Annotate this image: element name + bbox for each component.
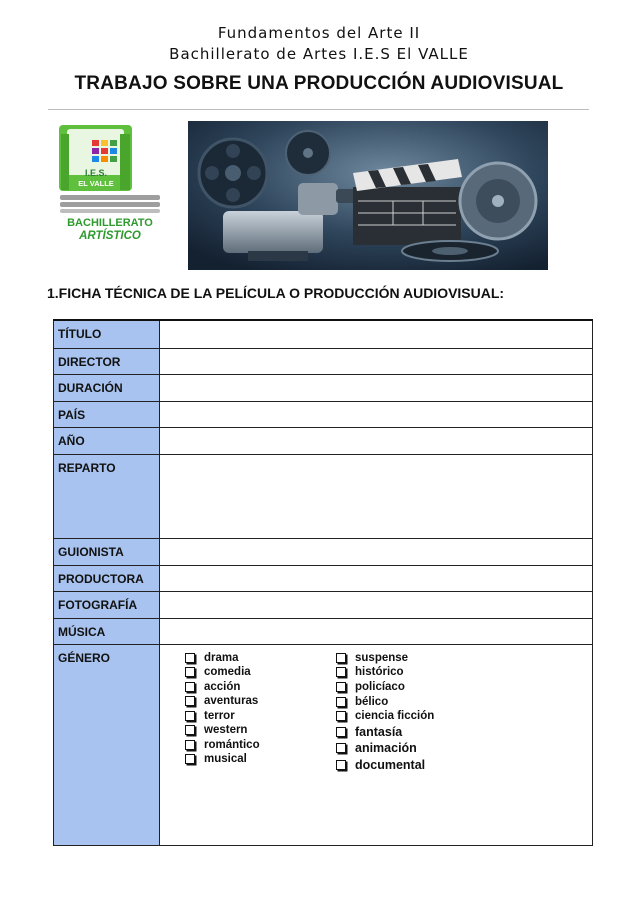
logo-line2: ARTÍSTICO	[79, 230, 141, 242]
genre-option[interactable]: terror	[185, 709, 260, 724]
label-musica: MÚSICA	[54, 618, 160, 644]
clapperboard-icon	[353, 159, 462, 245]
cinema-banner-image	[188, 121, 548, 270]
label-duracion: DURACIÓN	[54, 374, 160, 401]
checkbox-icon[interactable]	[185, 740, 195, 750]
logo-line1: BACHILLERATO	[67, 217, 153, 229]
row-guionista	[54, 538, 593, 565]
input-director[interactable]	[160, 348, 593, 374]
input-pais[interactable]	[160, 401, 593, 427]
genre-options	[160, 644, 593, 845]
checkbox-icon[interactable]	[336, 711, 346, 721]
genre-option[interactable]: policíaco	[336, 680, 434, 695]
input-titulo[interactable]	[160, 320, 593, 348]
input-fotografia[interactable]	[160, 591, 593, 618]
checkbox-icon[interactable]	[336, 682, 346, 692]
genre-option[interactable]: acción	[185, 680, 260, 695]
genre-option[interactable]: bélico	[336, 694, 434, 709]
genre-option[interactable]: romántico	[185, 738, 260, 753]
label-guionista: GUIONISTA	[54, 538, 160, 565]
checkbox-icon[interactable]	[336, 727, 346, 737]
input-guionista[interactable]	[160, 538, 593, 565]
checkbox-icon[interactable]	[336, 743, 346, 753]
row-titulo	[54, 320, 593, 348]
label-productora: PRODUCTORA	[54, 565, 160, 591]
label-reparto: REPARTO	[54, 454, 160, 538]
row-pais	[54, 401, 593, 427]
checkbox-icon[interactable]	[336, 653, 346, 663]
checkbox-icon[interactable]	[185, 725, 195, 735]
checkbox-icon[interactable]	[185, 682, 195, 692]
label-genero: GÉNERO	[54, 644, 160, 845]
row-productora	[54, 565, 593, 591]
genre-option[interactable]: fantasía	[336, 723, 434, 740]
genre-option[interactable]: musical	[185, 752, 260, 767]
row-fotografia	[54, 591, 593, 618]
label-pais: PAÍS	[54, 401, 160, 427]
genre-option[interactable]: ciencia ficción	[336, 709, 434, 724]
row-director	[54, 348, 593, 374]
genre-option[interactable]: drama	[185, 651, 260, 666]
checkbox-icon[interactable]	[185, 711, 195, 721]
section-heading: 1.FICHA TÉCNICA DE LA PELÍCULA O PRODUCCIÓN AUDIOVISUAL:	[47, 285, 505, 301]
genre-option[interactable]: suspense	[336, 651, 434, 666]
label-ano: AÑO	[54, 427, 160, 454]
checkbox-icon[interactable]	[185, 696, 195, 706]
input-productora[interactable]	[160, 565, 593, 591]
row-genero	[54, 644, 593, 845]
checkbox-icon[interactable]	[185, 667, 195, 677]
school-logo	[58, 124, 164, 242]
logo-ies: I.E.S.	[84, 168, 108, 178]
checkbox-icon[interactable]	[336, 667, 346, 677]
logo-school: EL VALLE	[78, 179, 114, 188]
genre-option[interactable]: documental	[336, 756, 434, 773]
genre-option[interactable]: histórico	[336, 665, 434, 680]
checkbox-icon[interactable]	[185, 754, 195, 764]
row-reparto	[54, 454, 593, 538]
school-line: Bachillerato de Artes I.E.S El VALLE	[169, 45, 469, 63]
genre-option[interactable]: animación	[336, 740, 434, 757]
label-titulo: TÍTULO	[54, 320, 160, 348]
label-director: DIRECTOR	[54, 348, 160, 374]
genre-column-left	[185, 651, 260, 767]
genre-option[interactable]: western	[185, 723, 260, 738]
genre-option[interactable]: aventuras	[185, 694, 260, 709]
label-fotografia: FOTOGRAFÍA	[54, 591, 160, 618]
genre-column-right	[336, 651, 434, 773]
film-reel-icon	[199, 139, 267, 207]
technical-sheet-table	[53, 319, 593, 846]
document-title: TRABAJO SOBRE UNA PRODUCCIÓN AUDIOVISUAL	[74, 73, 564, 94]
row-duracion	[54, 374, 593, 401]
input-ano[interactable]	[160, 427, 593, 454]
row-ano	[54, 427, 593, 454]
input-duracion[interactable]	[160, 374, 593, 401]
input-musica[interactable]	[160, 618, 593, 644]
logo-color-tiles	[92, 140, 117, 162]
row-musica	[54, 618, 593, 644]
checkbox-icon[interactable]	[336, 760, 346, 770]
checkbox-icon[interactable]	[336, 697, 346, 707]
input-reparto[interactable]	[160, 454, 593, 538]
checkbox-icon[interactable]	[185, 653, 195, 663]
course-title: Fundamentos del Arte II	[217, 24, 421, 42]
genre-option[interactable]: comedia	[185, 665, 260, 680]
header-divider	[48, 109, 589, 110]
